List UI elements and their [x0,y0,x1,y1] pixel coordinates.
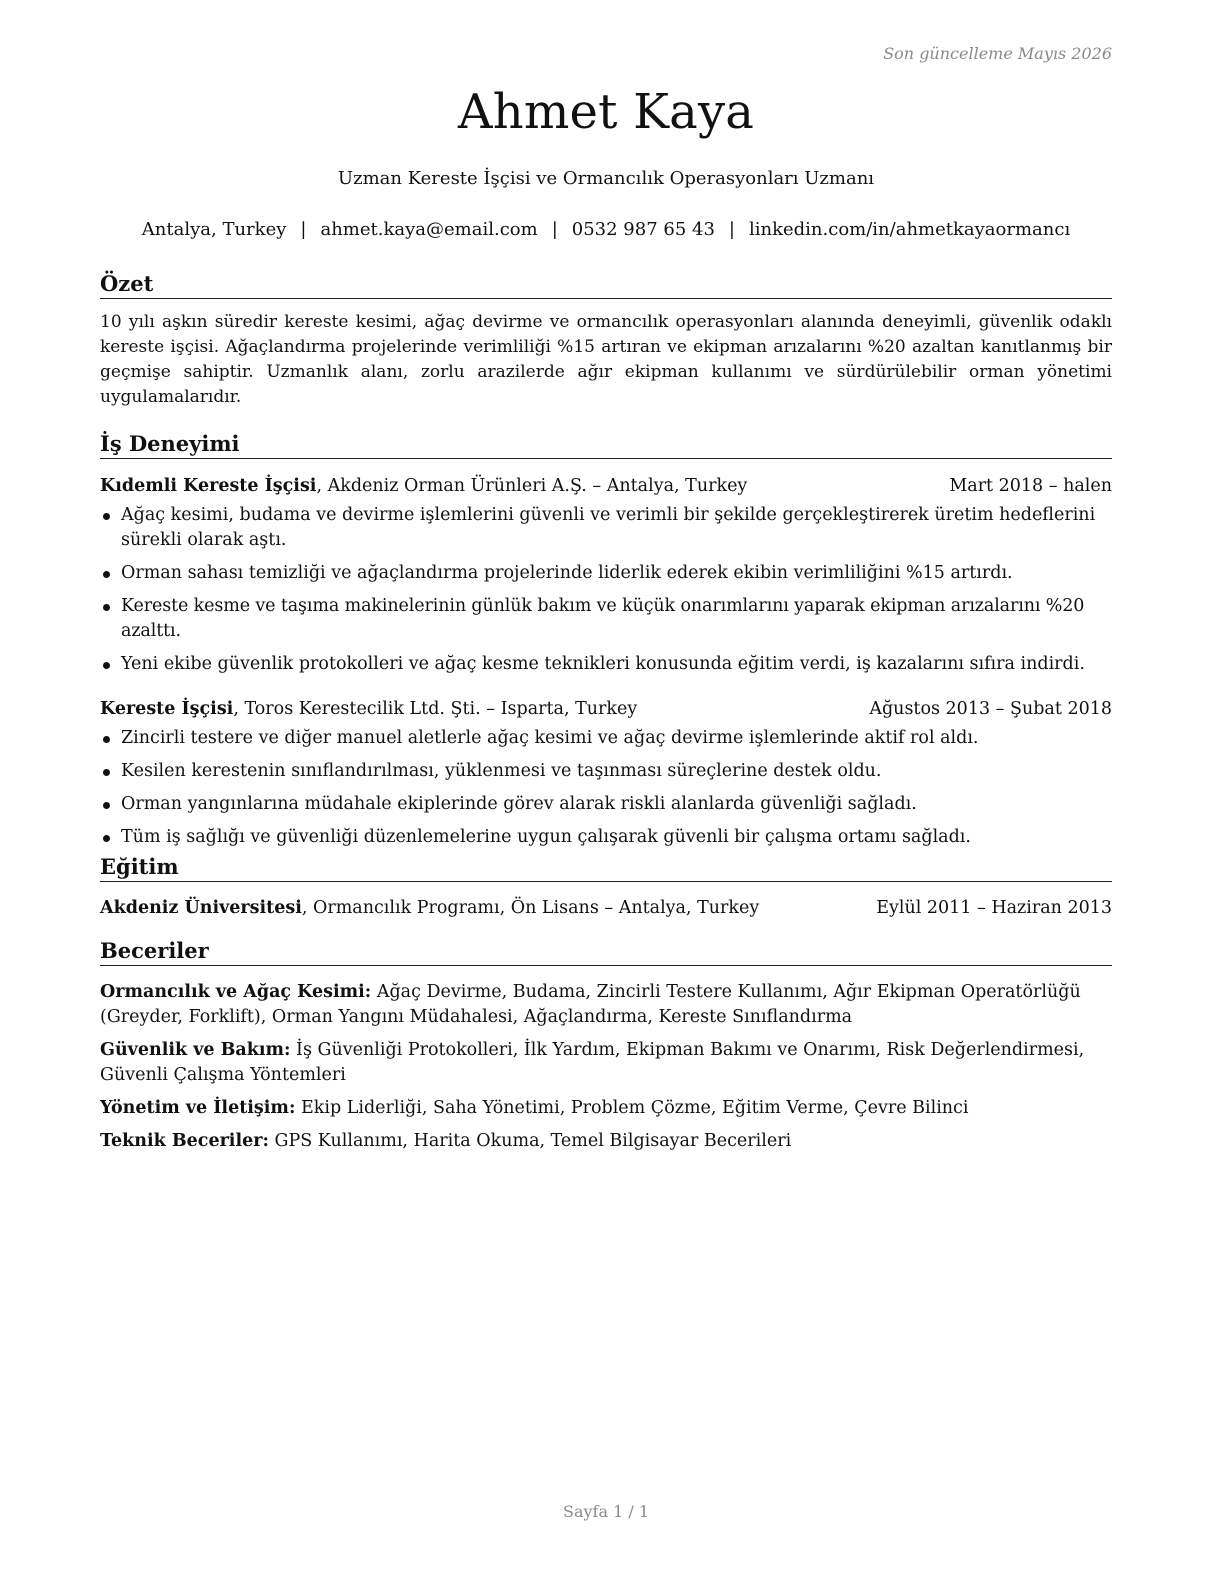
job-role: Kıdemli Kereste İşçisi [100,476,317,496]
contact-linkedin[interactable]: linkedin.com/in/ahmetkayaormancı [748,219,1071,240]
education-school: Akdeniz Üniversitesi [100,898,302,918]
contact-separator: | [728,219,735,240]
job-entry [100,473,1112,677]
summary-text: 10 yılı aşkın süredir kereste kesimi, ağaç devirme ve ormancılık operasyonları alanında deneyimli, güvenlik odaklı kereste işçisi. Ağaçlandırma projelerinde verimliliği %15 artıran ve ekipman arızalarını %20 azaltan kanıtlanmış bir geçmişe sahiptir. Uzmanlık alanı, zorlu arazilerde ağır ekipman kullanımı ve sürdürülebilir orman yönetimi uygulamalarıdır. [100,312,1112,407]
skill-group [100,1038,1112,1088]
skills-list [100,980,1112,1154]
job-role: Kereste İşçisi [100,699,234,719]
job-dates: Mart 2018 – halen [949,476,1112,496]
skill-label: Yönetim ve İletişim: [100,1098,296,1118]
last-updated: Son güncelleme Mayıs 2026 [883,44,1112,63]
job-dates: Ağustos 2013 – Şubat 2018 [869,699,1112,719]
skill-items: Ekip Liderliği, Saha Yönetimi, Problem Çözme, Eğitim Verme, Çevre Bilinci [295,1098,969,1118]
bullet-icon [103,736,110,743]
contact-separator: | [300,219,307,240]
list-item: Kesilen kerestenin sınıflandırılması, yüklenmesi ve taşınması süreçlerine destek oldu. [100,759,1112,784]
job-company: , Akdeniz Orman Ürünleri A.Ş. – Antalya, Turkey [316,476,748,496]
job-company: , Toros Kerestecilik Ltd. Şti. – Isparta, Turkey [233,699,638,719]
skill-items: GPS Kullanımı, Harita Okuma, Temel Bilgisayar Becerileri [268,1131,792,1151]
list-item: Yeni ekibe güvenlik protokolleri ve ağaç kesme teknikleri konusunda eğitim verdi, iş kazalarını sıfıra indirdi. [100,652,1112,677]
skills-section [100,938,1112,1162]
job-bullets [100,726,1112,850]
candidate-name: Ahmet Kaya [457,84,755,140]
bullet-icon [103,802,110,809]
skill-items: Ağaç Devirme, Budama, Zincirli Testere Kullanımı, Ağır Ekipman Operatörlüğü (Greyder, Forklift), Orman Yangını Müdahalesi, Ağaçlandırma, Kereste Sınıflandırma [100,982,1081,1027]
skill-label: Güvenlik ve Bakım: [100,1040,291,1060]
contact-separator: | [551,219,558,240]
list-item: Kereste kesme ve taşıma makinelerinin günlük bakım ve küçük onarımlarını yaparak ekipman arızalarını %20 azalttı. [100,594,1112,644]
education-school-detail [100,895,759,921]
bullet-icon [103,835,110,842]
contact-email[interactable]: ahmet.kaya@email.com [320,219,538,240]
list-item: Tüm iş sağlığı ve güvenliği düzenlemelerine uygun çalışarak güvenli bir çalışma ortamı sağladı. [100,825,1112,850]
education-dates: Eylül 2011 – Haziran 2013 [876,898,1112,918]
bullet-icon [103,662,110,669]
job-header [100,696,1112,722]
education-entry [100,895,1112,921]
contact-line [100,219,1112,240]
resume-page [100,0,1112,1584]
job-role-company [100,696,637,722]
job-bullets [100,503,1112,677]
bullet-icon [103,769,110,776]
experience-section [100,431,1112,858]
job-role-company [100,473,747,499]
education-detail: , Ormancılık Programı, Ön Lisans – Antalya, Turkey [301,898,760,918]
section-heading: Beceriler [100,938,1112,966]
job-header [100,473,1112,499]
skill-group [100,1096,1112,1121]
skill-label: Ormancılık ve Ağaç Kesimi: [100,982,372,1002]
page-number: Sayfa 1 / 1 [562,1502,649,1521]
list-item: Zincirli testere ve diğer manuel aletlerle ağaç kesimi ve ağaç devirme işlemlerinde aktif rol aldı. [100,726,1112,751]
section-heading: Eğitim [100,854,1112,882]
summary-section [100,271,1112,410]
section-heading: İş Deneyimi [100,431,1112,459]
skill-label: Teknik Beceriler: [100,1131,269,1151]
skill-group [100,1129,1112,1154]
section-heading: Özet [100,271,1112,299]
contact-location: Antalya, Turkey [141,219,287,240]
list-item: Ağaç kesimi, budama ve devirme işlemlerini güvenli ve verimli bir şekilde gerçekleştirerek üretim hedeflerini sürekli olarak aştı. [100,503,1112,553]
bullet-icon [103,604,110,611]
list-item: Orman sahası temizliği ve ağaçlandırma projelerinde liderlik ederek ekibin verimliliğini %15 artırdı. [100,561,1112,586]
skill-group [100,980,1112,1030]
job-entry [100,696,1112,850]
bullet-icon [103,571,110,578]
contact-phone: 0532 987 65 43 [571,219,715,240]
candidate-title: Uzman Kereste İşçisi ve Ormancılık Operasyonları Uzmanı [337,168,875,189]
list-item: Orman yangınlarına müdahale ekiplerinde görev alarak riskli alanlarda güvenliği sağladı. [100,792,1112,817]
bullet-icon [103,513,110,520]
skill-items: İş Güvenliği Protokolleri, İlk Yardım, Ekipman Bakımı ve Onarımı, Risk Değerlendirmesi, Güvenli Çalışma Yöntemleri [100,1040,1085,1085]
education-section [100,854,1112,921]
